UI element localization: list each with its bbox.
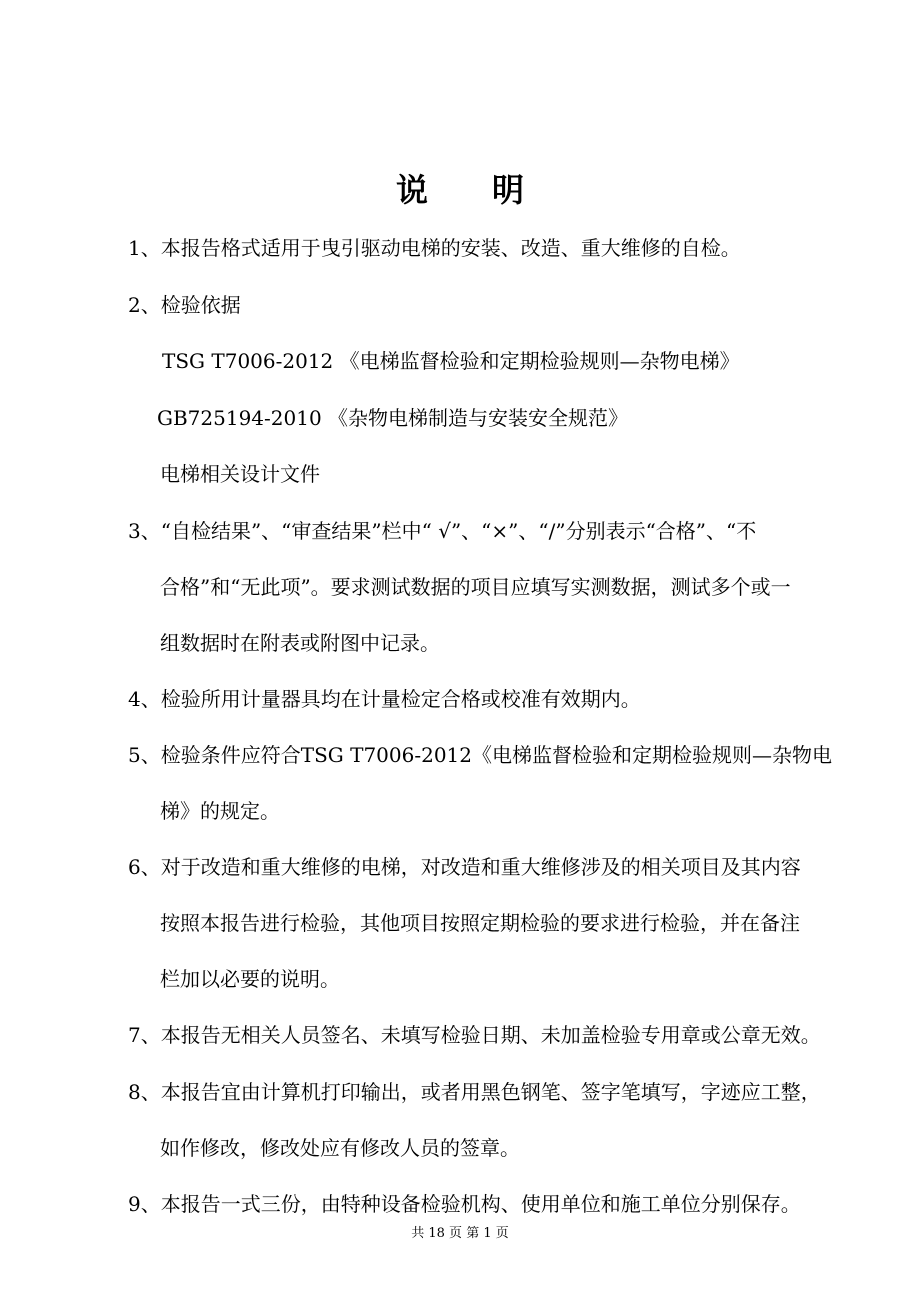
basis-design-docs: 电梯相关设计文件: [160, 462, 320, 486]
item-5-cont: 梯》的规定。: [160, 799, 280, 823]
item-6-cont-2: 栏加以必要的说明。: [160, 967, 340, 991]
page-footer: 共 18 页 第 1 页: [411, 1226, 509, 1241]
basis-gb: GB725194-2010 《杂物电梯制造与安装安全规范》: [157, 406, 629, 430]
item-4: 4、检验所用计量器具均在计量检定合格或校准有效期内。: [128, 687, 641, 711]
item-9: 9、本报告一式三份，由特种设备检验机构、使用单位和施工单位分别保存。: [128, 1192, 801, 1216]
item-7: 7、本报告无相关人员签名、未填写检验日期、未加盖检验专用章或公章无效。: [128, 1023, 821, 1047]
item-8: 8、本报告宜由计算机打印输出，或者用黑色钢笔、签字笔填写，字迹应工整，: [128, 1080, 821, 1104]
item-1: 1、本报告格式适用于曳引驱动电梯的安装、改造、重大维修的自检。: [128, 236, 741, 260]
item-8-cont: 如作修改，修改处应有修改人员的签章。: [160, 1136, 520, 1160]
basis-tsg: TSG T7006-2012 《电梯监督检验和定期检验规则—杂物电梯》: [162, 349, 740, 373]
item-3-cont-2: 组数据时在附表或附图中记录。: [160, 631, 440, 655]
item-3-cont-1: 合格”和“无此项”。要求测试数据的项目应填写实测数据，测试多个或一: [160, 575, 791, 599]
item-3: 3、“自检结果”、“审查结果”栏中“ √”、“×”、“/”分别表示“合格”、“不: [128, 519, 757, 543]
item-5: 5、检验条件应符合TSG T7006-2012《电梯监督检验和定期检验规则—杂物电: [128, 743, 832, 767]
page-title: [0, 168, 920, 212]
title-char-1: 说: [395, 171, 428, 209]
item-2: 2、检验依据: [128, 293, 241, 317]
item-6-cont-1: 按照本报告进行检验，其他项目按照定期检验的要求进行检验，并在备注: [160, 911, 800, 935]
title-char-2: 明: [492, 171, 525, 209]
item-6: 6、对于改造和重大维修的电梯，对改造和重大维修涉及的相关项目及其内容: [128, 855, 801, 879]
